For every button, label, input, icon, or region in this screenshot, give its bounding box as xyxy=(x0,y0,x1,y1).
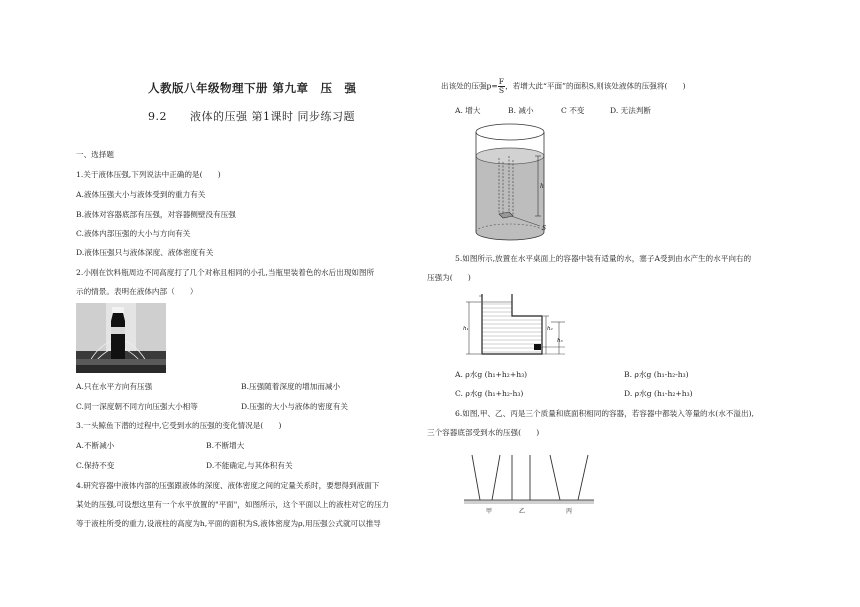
q5-option-a: A. ρ水g (h₁+h₂+h₃) xyxy=(455,370,528,379)
container-diagram xyxy=(455,290,580,362)
cylinder-diagram xyxy=(466,120,576,252)
frac-numerator: F xyxy=(498,77,505,86)
q4-cont-after: ，若增大此“平面”的面积S,则该处液体的压强将( ) xyxy=(505,81,686,91)
label-h1: h₁ xyxy=(463,326,469,332)
label-jia: 甲 xyxy=(486,508,493,515)
q1-option-b: B.液体对容器底部有压强，对容器侧壁没有压强 xyxy=(76,210,236,219)
label-h3: h₃ xyxy=(557,338,563,344)
q5-option-b: B. ρ水g (h₁-h₂-h₃) xyxy=(624,370,689,379)
q3-option-d: D.不能确定,与其体积有关 xyxy=(206,461,293,470)
q6-line1: 6.如图,甲、乙、丙是三个质量和底面积相同的容器，若容器中都装入等量的水(水不溢出), xyxy=(455,409,754,418)
page-subtitle: 9.2 液体的压强 第1课时 同步练习题 xyxy=(148,110,355,123)
q4-option-b: B. 减小 xyxy=(508,106,534,115)
label-bing: 丙 xyxy=(566,508,573,515)
q5-option-d: D. ρ水g (h₁-h₂+h₃) xyxy=(624,389,693,398)
label-h2: h₂ xyxy=(547,326,553,332)
page-title: 人教版八年级物理下册 第九章 压 强 xyxy=(148,81,357,95)
section-heading: 一、选择题 xyxy=(76,150,114,159)
three-containers-diagram xyxy=(462,447,602,517)
q2-option-a: A.只在水平方向有压强 xyxy=(76,382,153,391)
q5-line2: 压强为( ) xyxy=(427,273,471,282)
q3-option-b: B.不断增大 xyxy=(206,441,245,450)
q4-continuation xyxy=(441,78,686,95)
q1-option-d: D.液体压强只与液体深度、液体密度有关 xyxy=(76,248,214,257)
q1-option-a: A.液体压强大小与液体受到的重力有关 xyxy=(76,190,206,199)
q2-option-b: B.压强随着深度的增加而减小 xyxy=(241,382,341,391)
q5-line1: 5.如图所示,放置在水平桌面上的容器中装有适量的水，塞子A受到由水产生的水平向右的 xyxy=(455,254,752,263)
q3-option-a: A.不断减小 xyxy=(76,441,115,450)
q4-cont-before: 出该处的压强p= xyxy=(441,81,498,91)
label-s: S xyxy=(542,225,547,232)
frac-denominator: S xyxy=(498,86,505,95)
q1-stem: 1.关于液体压强,下列说法中正确的是( ) xyxy=(76,170,221,179)
q5-option-c: C. ρ水g (h₁+h₂-h₃) xyxy=(455,389,524,398)
q2-stem-line2: 示的情景。表明在液体内部（ ） xyxy=(76,287,198,296)
q2-option-d: D.压强的大小与液体的密度有关 xyxy=(241,402,348,411)
q2-option-c: C.同一深度朝不同方向压强大小相等 xyxy=(76,402,198,411)
q4-option-c: C 不变 xyxy=(561,106,585,115)
q4-line1: 4.研究容器中液体内部的压强跟液体的深度、液体密度之间的定量关系时，要想得到液面下 xyxy=(76,481,380,490)
bottle-photo xyxy=(76,303,166,373)
q3-stem: 3.一头鲸鱼下潜的过程中,它受到水的压强的变化情况是( ) xyxy=(76,421,282,430)
q4-line2: 某处的压强,可设想这里有一个水平放置的"平面"，如图所示，这个平面以上的液柱对它的压力 xyxy=(76,500,390,509)
q6-line2: 三个容器底部受到水的压强( ) xyxy=(427,428,540,437)
label-h: h xyxy=(540,183,544,190)
label-yi: 乙 xyxy=(519,508,526,515)
q2-stem-line1: 2.小刚在饮料瓶周边不同高度打了几个对称且相同的小孔,当瓶里装着色的水后出现如图所 xyxy=(76,268,375,277)
q3-option-c: C.保持不变 xyxy=(76,461,115,470)
formula-fraction xyxy=(498,78,505,95)
q4-line3: 等于液柱所受的重力,设液柱的高度为h,平面的面积为S,液体密度为ρ,用压强公式就可以推导 xyxy=(76,519,381,528)
q1-option-c: C.液体内部压强的大小与方向有关 xyxy=(76,229,191,238)
q4-option-a: A. 增大 xyxy=(455,106,481,115)
q4-option-d: D. 无法判断 xyxy=(610,106,652,115)
